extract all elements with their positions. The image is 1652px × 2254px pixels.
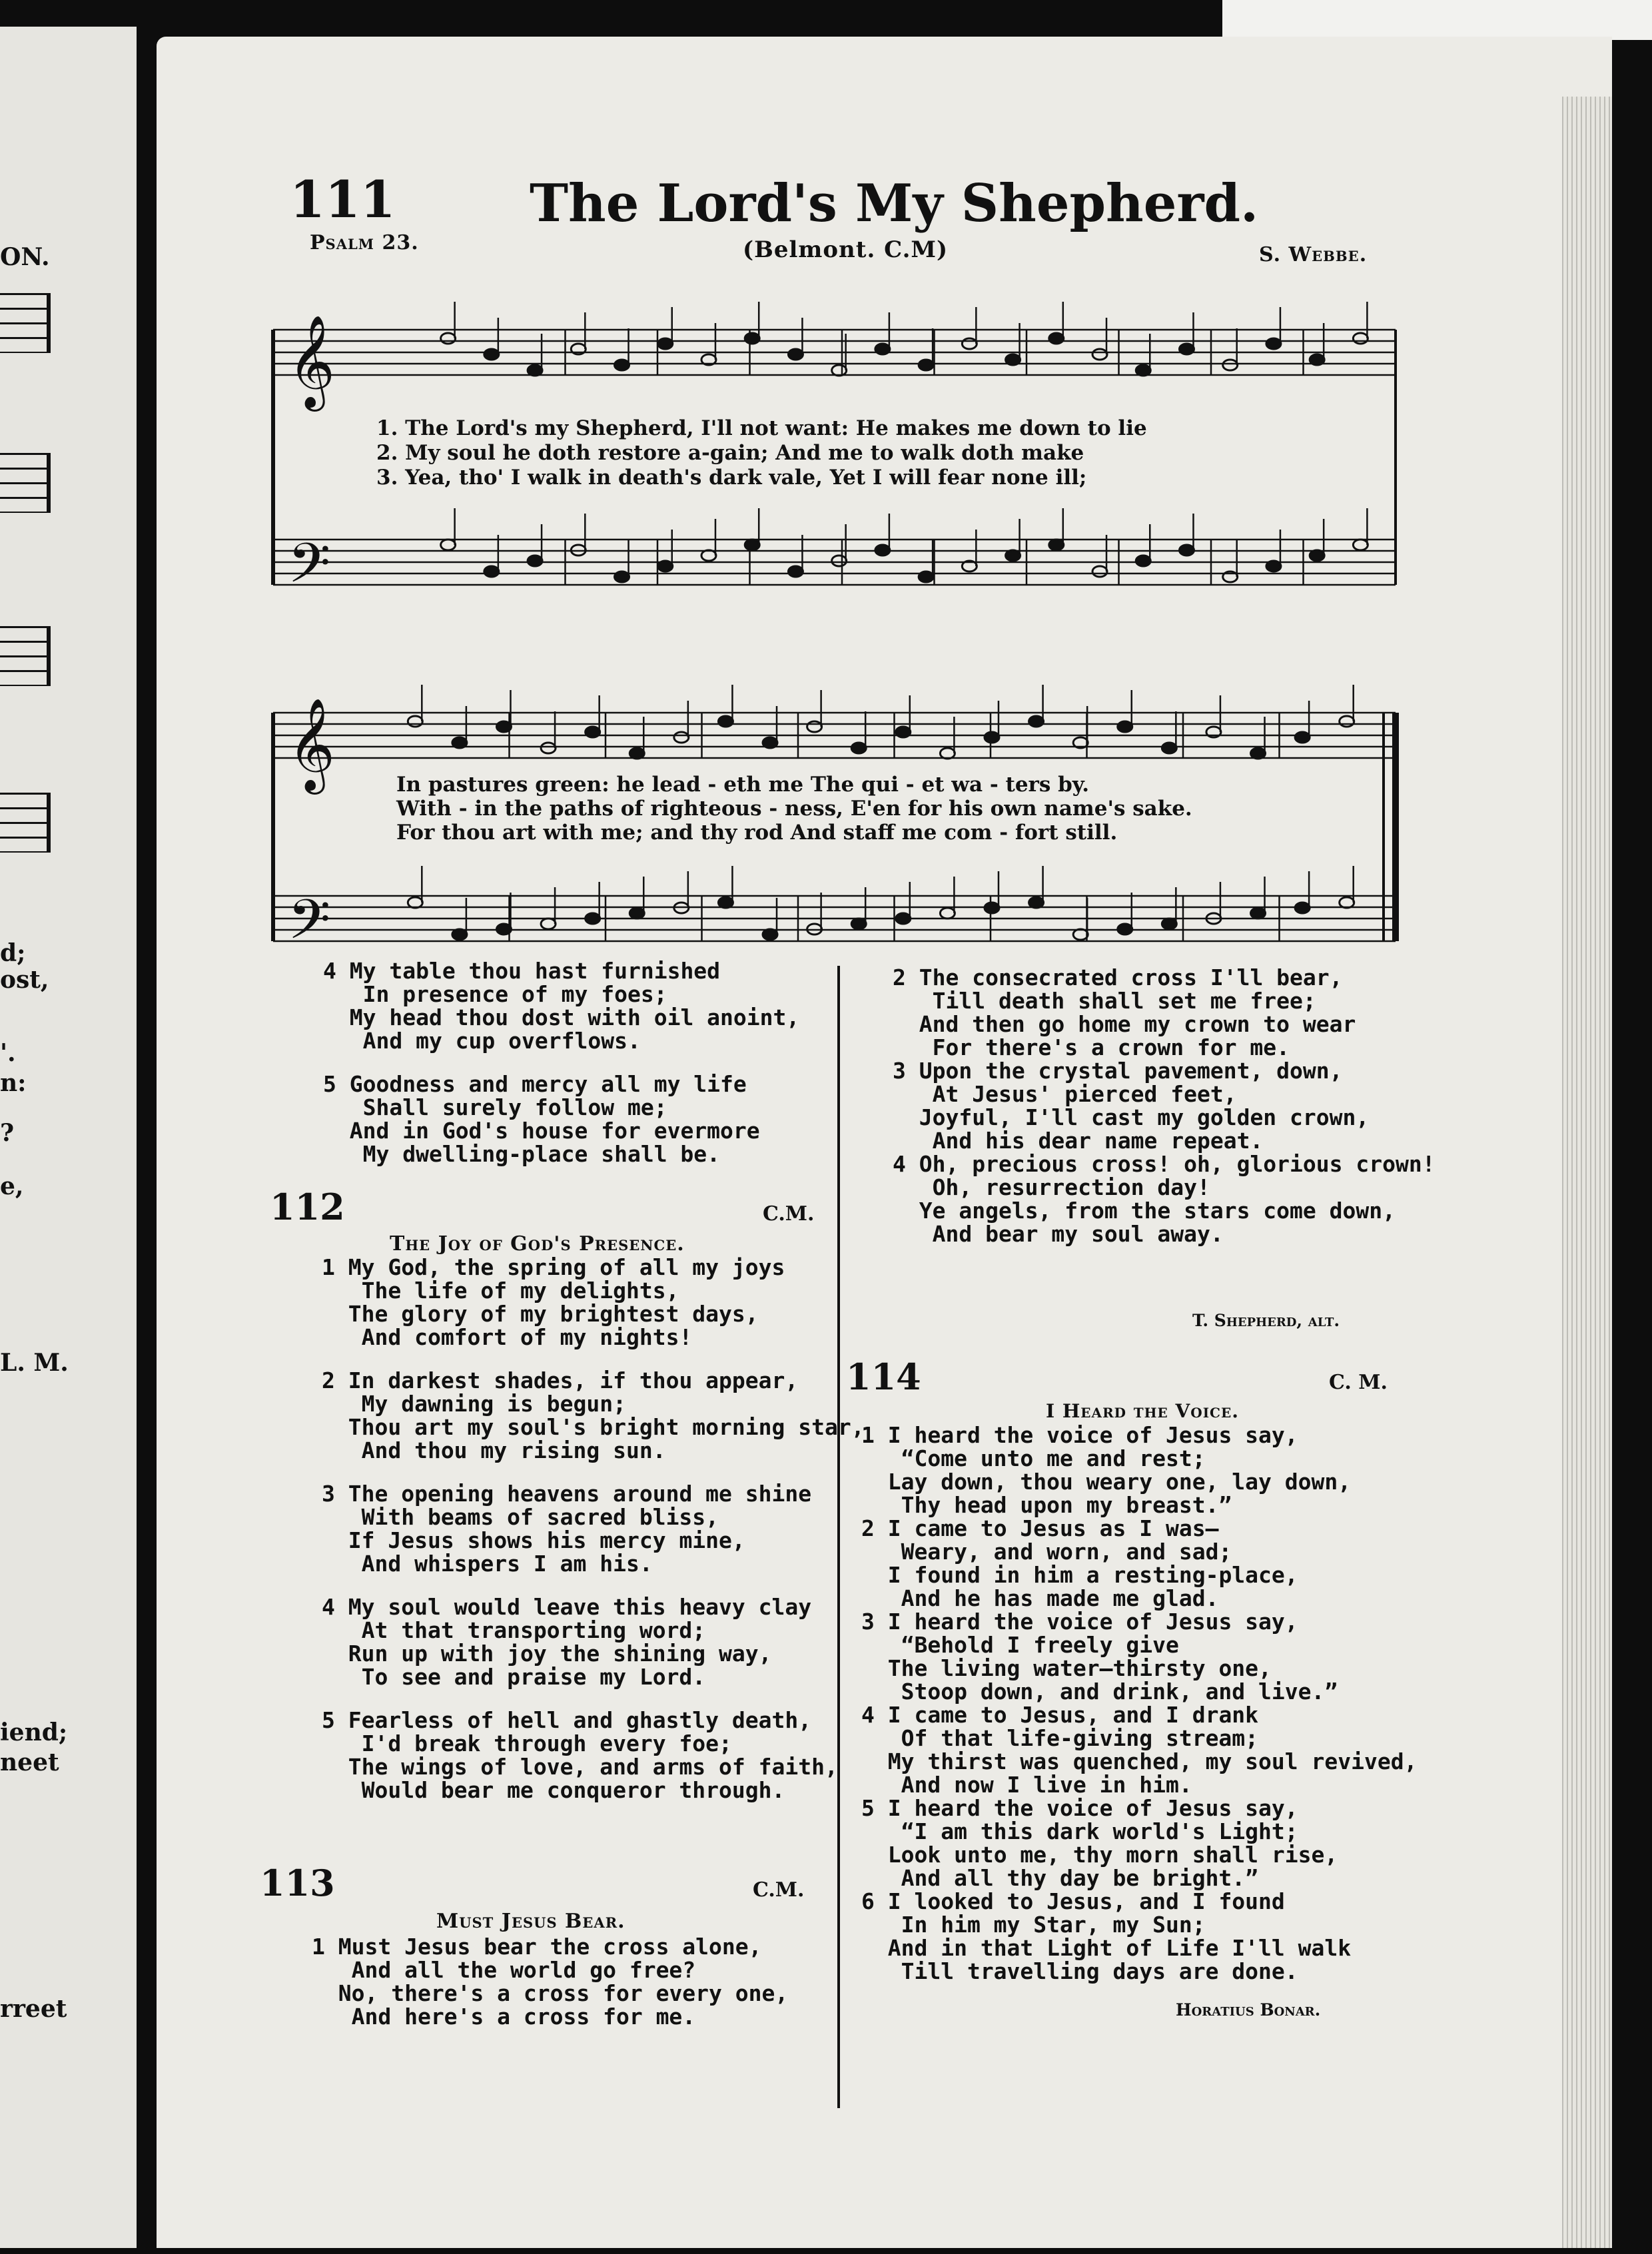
facing-page-fragment: ost, — [0, 966, 49, 994]
hymn-title: The Lord's My Shepherd. — [530, 173, 1259, 234]
note-head — [788, 349, 803, 360]
note-head — [745, 540, 759, 550]
note-head — [1295, 903, 1310, 913]
note-head — [496, 721, 511, 732]
lyric-line-2: With - in the paths of righteous - ness, E'en for his own name's sake. — [396, 797, 1192, 821]
hymn-number: 112 — [270, 1186, 345, 1228]
verse-text: 5 I heard the voice of Jesus say, “I am this dark world's Light; Look unto me, thy morn shall rise, And all thy day be bright.” — [861, 1795, 1338, 1891]
facing-page-staff — [0, 453, 51, 513]
facing-page-fragment: ? — [0, 1119, 15, 1147]
verse-text: 3 Upon the crystal pavement, down, At Jesus' pierced feet, Joyful, I'll cast my golden crown, And his dear name repeat. — [893, 1058, 1370, 1154]
note-head — [1340, 716, 1354, 727]
note-head — [1073, 929, 1088, 940]
note-head — [1266, 338, 1281, 349]
column-divider — [837, 966, 840, 2108]
note-head — [718, 716, 733, 727]
facing-page-fragment: L. M. — [0, 1349, 69, 1377]
bass-clef: 𝄢 — [288, 887, 331, 965]
note-head — [1179, 545, 1194, 556]
note-head — [658, 338, 673, 349]
note-head — [541, 743, 556, 753]
facing-page-strip — [0, 27, 137, 2248]
note-head — [1162, 919, 1176, 929]
facing-page-fragment: e, — [0, 1172, 24, 1200]
note-head — [1179, 344, 1194, 354]
meter-label: C.M. — [763, 1202, 815, 1226]
meter-label: C. M. — [1329, 1371, 1388, 1394]
verse — [323, 1072, 829, 1166]
verse-text: 5 Fearless of hell and ghastly death, I'd break through every foe; The wings of love, and arms of faith, Would bear me conqueror through. — [322, 1707, 838, 1803]
note-head — [985, 903, 999, 913]
hymn-subtitle: I Heard the Voice. — [1046, 1400, 1239, 1422]
hymn-number: 113 — [260, 1862, 335, 1904]
facing-page-fragment: rreet — [0, 1995, 67, 2023]
note-head — [851, 919, 866, 929]
psalm-reference: Psalm 23. — [310, 231, 419, 254]
page-corner-background — [1222, 0, 1652, 40]
note-head — [1295, 732, 1310, 743]
note-head — [832, 556, 847, 566]
tune-name: (Belmont. C.M) — [743, 236, 949, 263]
verse-text: 1 My God, the spring of all my joys The life of my delights, The glory of my brightest days, And comfort of my nights! — [322, 1254, 785, 1350]
note-head — [674, 732, 689, 743]
hymn-114-verses — [861, 1423, 1514, 1983]
hymn-subtitle: The Joy of God's Presence. — [390, 1232, 685, 1256]
note-head — [851, 743, 866, 753]
note-head — [962, 338, 977, 349]
note-head — [615, 360, 629, 370]
note-head — [528, 556, 542, 566]
note-head — [541, 919, 556, 929]
facing-page-fragment: d; — [0, 939, 26, 967]
note-head — [441, 333, 456, 344]
facing-page-fragment: neet — [0, 1748, 59, 1776]
note-head — [701, 550, 716, 561]
author-credit: T. Shepherd, alt. — [1192, 1311, 1340, 1330]
verse-text: 3 The opening heavens around me shine With beams of sacred bliss, If Jesus shows his mercy mine, And whispers I am his. — [322, 1481, 812, 1577]
note-head — [1353, 540, 1368, 550]
verse-text: 5 Goodness and mercy all my life Shall surely follow me; And in God's house for evermore My dwelling-place shall be. — [323, 1071, 760, 1167]
note-head — [832, 365, 847, 376]
note-head — [1118, 924, 1132, 935]
verse-text: 4 My soul would leave this heavy clay At that transporting word; Run up with joy the shining way, To see and praise my Lord. — [322, 1594, 812, 1690]
note-head — [788, 566, 803, 577]
verse-text: 2 In darkest shades, if thou appear, My dawning is begun; Thou art my soul's bright morning star, And thou my rising sun. — [322, 1367, 865, 1463]
note-head — [658, 561, 673, 571]
hymnal-page — [157, 37, 1612, 2248]
treble-clef: 𝄞 — [288, 315, 335, 408]
note-head — [1310, 354, 1324, 365]
note-head — [452, 737, 467, 748]
verse-text: 1 I heard the voice of Jesus say, “Come unto me and rest; Lay down, thou weary one, lay down, Thy head upon my breast.” — [861, 1422, 1352, 1518]
note-head — [484, 349, 499, 360]
note-head — [1029, 897, 1044, 908]
verse-text: 2 I came to Jesus as I was— Weary, and worn, and sad; I found in him a resting-place, And he has made me glad. — [861, 1515, 1298, 1611]
note-head — [919, 571, 933, 582]
note-head — [985, 732, 999, 743]
note-head — [1136, 556, 1150, 566]
author-credit: Horatius Bonar. — [1176, 2000, 1321, 2020]
bass-clef: 𝄢 — [288, 531, 331, 609]
note-head — [807, 721, 822, 732]
note-head — [1006, 550, 1021, 561]
lyric-line-2: 2. My soul he doth restore a-gain; And me to walk doth make — [376, 441, 1084, 465]
note-head — [1251, 908, 1266, 919]
facing-page-staff — [0, 293, 51, 353]
facing-page-fragment: iend; — [0, 1718, 68, 1746]
note-head — [1266, 561, 1281, 571]
note-head — [408, 897, 422, 908]
meter-label: C.M. — [753, 1878, 805, 1902]
note-head — [586, 913, 600, 924]
note-head — [1136, 365, 1150, 376]
note-head — [1251, 748, 1266, 759]
lyric-line-1: In pastures green: he lead - eth me The qui - et wa - ters by. — [396, 773, 1090, 797]
note-head — [629, 908, 644, 919]
note-head — [875, 344, 890, 354]
note-head — [745, 333, 759, 344]
note-head — [615, 571, 629, 582]
note-head — [629, 748, 644, 759]
note-head — [586, 727, 600, 737]
hymn-subtitle: Must Jesus Bear. — [436, 1910, 625, 1933]
hymn-113-verse-1 — [312, 1935, 831, 2028]
lyric-line-3: For thou art with me; and thy rod And staff me com - fort still. — [396, 821, 1118, 845]
note-head — [718, 897, 733, 908]
note-head — [1049, 540, 1064, 550]
lyric-line-1: 1. The Lord's my Shepherd, I'll not want: He makes me down to lie — [376, 416, 1147, 440]
note-head — [875, 545, 890, 556]
treble-clef: 𝄞 — [288, 698, 335, 791]
note-head — [1223, 360, 1238, 370]
verse-text: 4 My table thou hast furnished In presence of my foes; My head thou dost with oil anoint, And my cup overflows. — [323, 958, 800, 1054]
note-head — [1310, 550, 1324, 561]
note-head — [763, 737, 777, 748]
note-head — [484, 566, 499, 577]
note-head — [1162, 743, 1176, 753]
note-head — [408, 716, 422, 727]
note-head — [940, 748, 955, 759]
note-head — [528, 365, 542, 376]
note-head — [896, 727, 911, 737]
verse-text: 6 I looked to Jesus, and I found In him my Star, my Sun; And in that Light of Life I'll walk Till travelling days are done. — [861, 1888, 1352, 1984]
note-head — [1092, 566, 1107, 577]
note-head — [496, 924, 511, 935]
note-head — [441, 540, 456, 550]
note-head — [940, 908, 955, 919]
note-head — [1049, 333, 1064, 344]
hymn-number: 111 — [290, 170, 396, 229]
note-head — [919, 360, 933, 370]
note-head — [1006, 354, 1021, 365]
note-head — [763, 929, 777, 940]
facing-page-staff — [0, 626, 51, 686]
facing-page-staff — [0, 793, 51, 853]
hymn-number: 114 — [846, 1355, 921, 1398]
facing-page-fragment: ON. — [0, 243, 50, 271]
note-head — [1092, 349, 1107, 360]
verse-text: 2 The consecrated cross I'll bear, Till death shall set me free; And then go home my crown to wear For there's a crown for me. — [893, 964, 1356, 1060]
verse-text: 3 I heard the voice of Jesus say, “Behold I freely give The living water—thirsty one, Stoop down, and drink, and live.” — [861, 1609, 1338, 1704]
hymn-112-verses — [322, 1254, 865, 1803]
verse-text: 4 I came to Jesus, and I drank Of that life-giving stream; My thirst was quenched, my soul revived, And now I live in him. — [861, 1702, 1418, 1798]
facing-page-fragment: '. — [0, 1039, 16, 1067]
note-head — [1118, 721, 1132, 732]
note-head — [452, 929, 467, 940]
note-head — [1353, 333, 1368, 344]
note-head — [1029, 716, 1044, 727]
verse-text: 1 Must Jesus bear the cross alone, And all the world go free? No, there's a cross for every one, And here's a cross for me. — [312, 1934, 789, 2030]
left-column — [323, 959, 829, 1166]
note-head — [896, 913, 911, 924]
facing-page-fragment: n: — [0, 1069, 27, 1097]
lyric-line-3: 3. Yea, tho' I walk in death's dark vale, Yet I will fear none ill; — [376, 466, 1087, 490]
verse — [323, 959, 829, 1052]
hymn-113-continued — [893, 966, 1492, 1246]
note-head — [1340, 897, 1354, 908]
composer: S. Webbe. — [1259, 243, 1368, 266]
verse-text: 4 Oh, precious cross! oh, glorious crown! Oh, resurrection day! Ye angels, from the stars come down, And bear my soul away. — [893, 1151, 1436, 1247]
